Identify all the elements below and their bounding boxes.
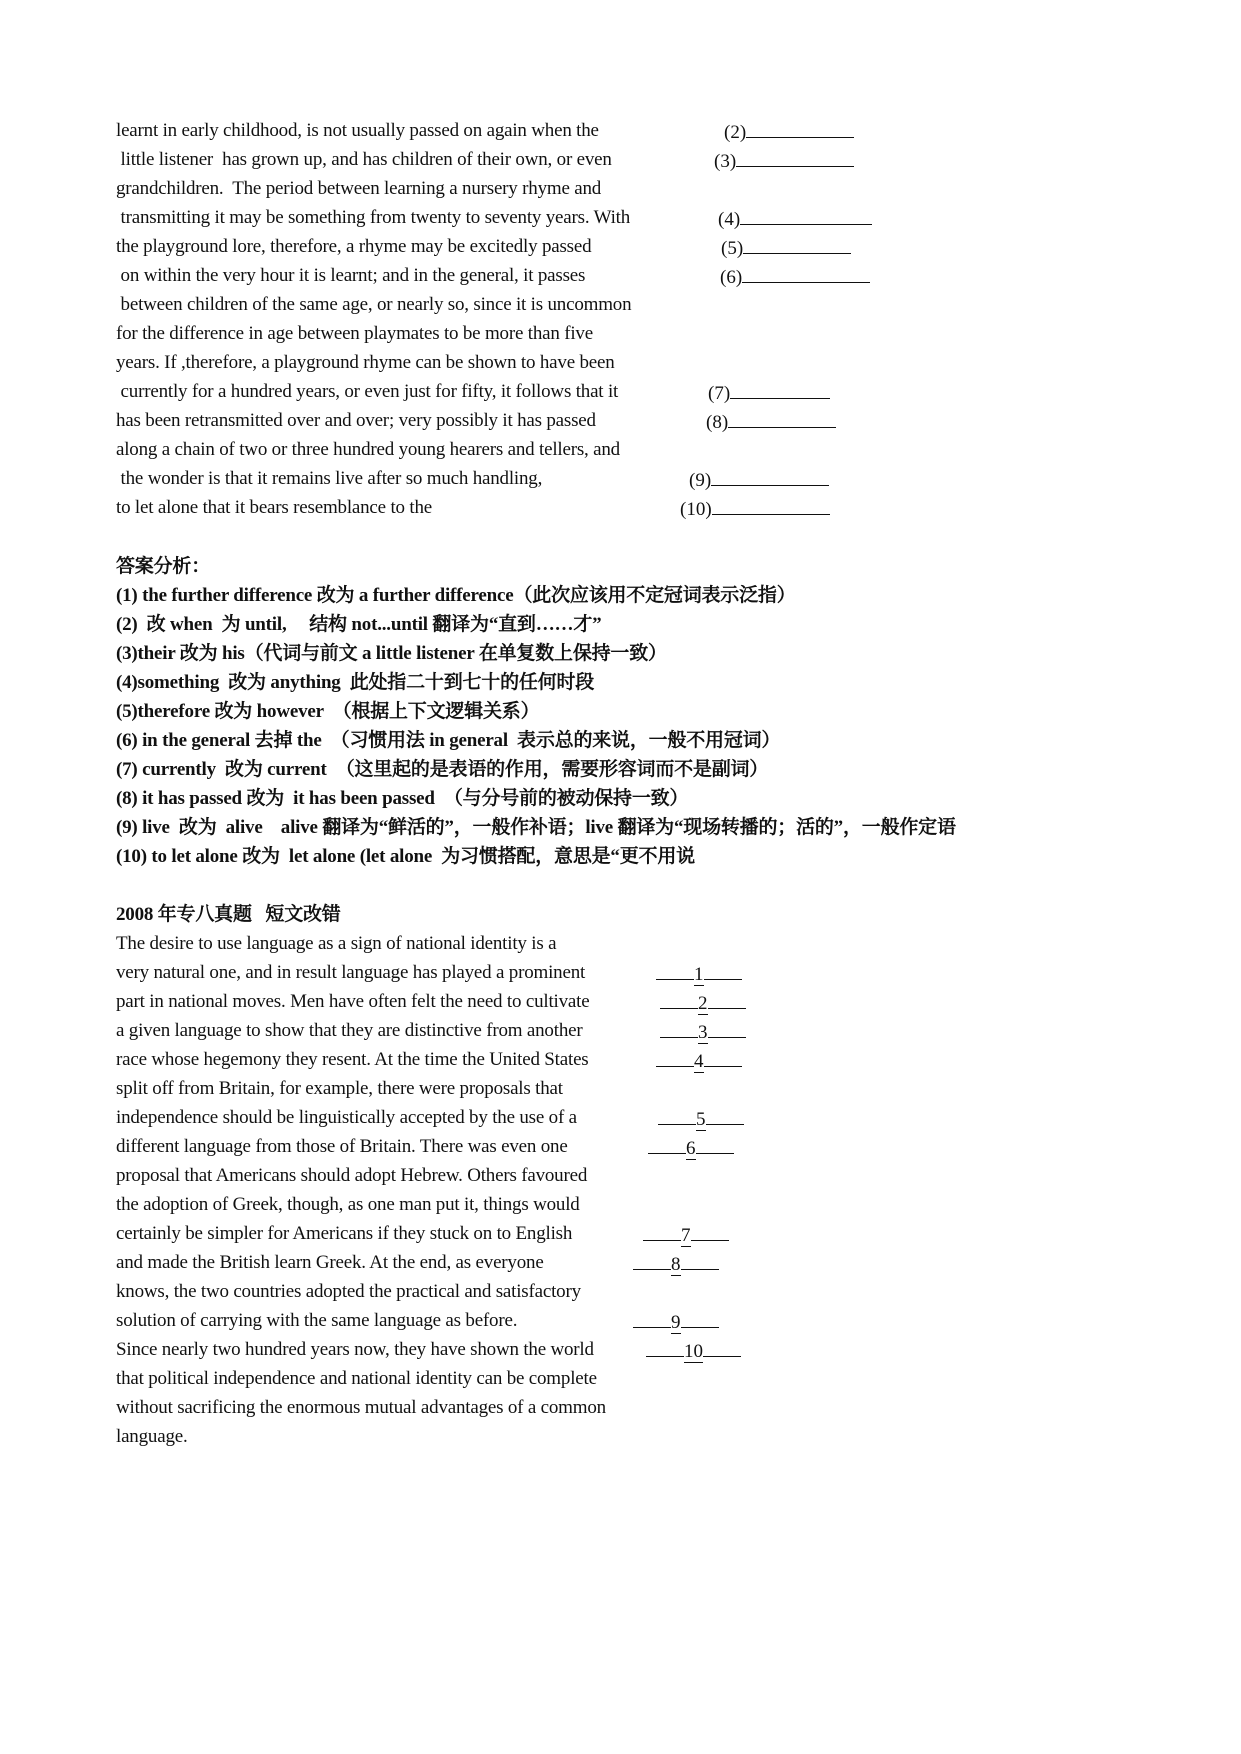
passage2-line: language. <box>116 1426 188 1447</box>
answer-blank <box>656 962 742 986</box>
blank-line[interactable] <box>646 1339 684 1357</box>
answer-item: (5)therefore 改为 however （根据上下文逻辑关系） <box>116 701 540 722</box>
blank-number: 4 <box>694 1051 704 1072</box>
blank-line[interactable] <box>706 1107 744 1125</box>
passage2-line: that political independence and national identity can be complete <box>116 1368 597 1389</box>
blank-number: (9) <box>689 470 712 491</box>
blank-line[interactable] <box>658 1107 696 1125</box>
answer-blank <box>658 1107 744 1131</box>
passage1-line: learnt in early childhood, is not usually passed on again when the <box>116 120 599 141</box>
answer-blank <box>648 1136 734 1160</box>
answer-item: (6) in the general 去掉 the （习惯用法 in general 表示总的来说，一般不用冠词） <box>116 730 781 751</box>
passage1-line: has been retransmitted over and over; very possibly it has passed <box>116 410 596 431</box>
blank-number: 1 <box>694 964 704 985</box>
blank-line[interactable] <box>660 991 698 1009</box>
answer-blank <box>656 1049 742 1073</box>
answer-blank <box>660 1020 746 1044</box>
blank-number: 7 <box>681 1225 691 1246</box>
answer-item: (8) it has passed 改为 it has been passed （与分号前的被动保持一致） <box>116 788 689 809</box>
passage2-line: a given language to show that they are distinctive from another <box>116 1020 583 1041</box>
blank-line[interactable] <box>730 381 830 399</box>
answer-item: (2) 改 when 为 until, 结构 not...until 翻译为“直到……才” <box>116 614 602 635</box>
passage1-line: transmitting it may be something from twenty to seventy years. With <box>116 207 631 228</box>
answer-blank <box>714 149 854 173</box>
passage2-line: certainly be simpler for Americans if they stuck on to English <box>116 1223 573 1244</box>
blank-line[interactable] <box>691 1223 729 1241</box>
blank-line[interactable] <box>656 962 694 980</box>
passage1-line: along a chain of two or three hundred young hearers and tellers, and <box>116 439 620 460</box>
answer-item: (10) to let alone 改为 let alone (let alone 为习惯搭配，意思是“更不用说 <box>116 846 695 867</box>
blank-line[interactable] <box>656 1049 694 1067</box>
passage2-line: the adoption of Greek, though, as one man put it, things would <box>116 1194 580 1215</box>
answer-blank <box>633 1252 719 1276</box>
blank-line[interactable] <box>643 1223 681 1241</box>
blank-line[interactable] <box>711 468 829 486</box>
answer-blank <box>660 991 746 1015</box>
passage1-line: to let alone that it bears resemblance to the <box>116 497 432 518</box>
blank-line[interactable] <box>633 1310 671 1328</box>
passage1-line: the playground lore, therefore, a rhyme may be excitedly passed <box>116 236 592 257</box>
passage2-line: very natural one, and in result language has played a prominent <box>116 962 586 983</box>
passage2-line: independence should be linguistically accepted by the use of a <box>116 1107 577 1128</box>
passage2-line: knows, the two countries adopted the practical and satisfactory <box>116 1281 581 1302</box>
blank-line[interactable] <box>740 207 872 225</box>
blank-line[interactable] <box>681 1310 719 1328</box>
blank-line[interactable] <box>633 1252 671 1270</box>
blank-number: (6) <box>720 267 743 288</box>
answer-item: (1) the further difference 改为 a further difference（此次应该用不定冠词表示泛指） <box>116 585 796 606</box>
passage2-line: part in national moves. Men have often felt the need to cultivate <box>116 991 590 1012</box>
answer-blank <box>724 120 854 144</box>
blank-number: (10) <box>680 499 712 520</box>
answer-blank <box>633 1310 719 1334</box>
answer-blank <box>646 1339 741 1363</box>
passage2-line: race whose hegemony they resent. At the time the United States <box>116 1049 589 1070</box>
blank-number: 2 <box>698 993 708 1014</box>
passage2-line: without sacrificing the enormous mutual advantages of a common <box>116 1397 606 1418</box>
passage2-line: split off from Britain, for example, there were proposals that <box>116 1078 563 1099</box>
passage1-line: little listener has grown up, and has children of their own, or even <box>116 149 612 170</box>
blank-number: 8 <box>671 1254 681 1275</box>
passage1-line: the wonder is that it remains live after so much handling, <box>116 468 543 489</box>
passage1-line: currently for a hundred years, or even just for fifty, it follows that it <box>116 381 619 402</box>
blank-number: 3 <box>698 1022 708 1043</box>
blank-number: (3) <box>714 151 737 172</box>
answer-item: (4)something 改为 anything 此处指二十到七十的任何时段 <box>116 672 595 693</box>
answer-blank <box>689 468 829 492</box>
blank-line[interactable] <box>660 1020 698 1038</box>
answer-blank <box>643 1223 729 1247</box>
blank-line[interactable] <box>743 236 851 254</box>
blank-line[interactable] <box>746 120 854 138</box>
passage2-line: different language from those of Britain. There was even one <box>116 1136 568 1157</box>
blank-number: (8) <box>706 412 729 433</box>
answer-blank <box>708 381 830 405</box>
blank-number: (5) <box>721 238 744 259</box>
answer-blank <box>718 207 872 231</box>
answer-blank <box>721 236 851 260</box>
blank-line[interactable] <box>742 265 870 283</box>
blank-line[interactable] <box>703 1339 741 1357</box>
passage1-line: grandchildren. The period between learning a nursery rhyme and <box>116 178 602 199</box>
blank-line[interactable] <box>708 991 746 1009</box>
answers-heading: 答案分析： <box>116 556 211 577</box>
blank-line[interactable] <box>708 1020 746 1038</box>
blank-line[interactable] <box>681 1252 719 1270</box>
blank-number: 10 <box>684 1341 703 1362</box>
blank-number: 6 <box>686 1138 696 1159</box>
blank-number: (7) <box>708 383 731 404</box>
passage2-line: solution of carrying with the same language as before. <box>116 1310 518 1331</box>
passage1-line: for the difference in age between playmates to be more than five <box>116 323 593 344</box>
passage1-line: between children of the same age, or nearly so, since it is uncommon <box>116 294 632 315</box>
blank-line[interactable] <box>704 962 742 980</box>
answer-item: (9) live 改为 alive alive 翻译为“鲜活的”，一般作补语；live 翻译为“现场转播的；活的”，一般作定语 <box>116 817 956 838</box>
blank-line[interactable] <box>696 1136 734 1154</box>
blank-line[interactable] <box>648 1136 686 1154</box>
passage2-line: The desire to use language as a sign of national identity is a <box>116 933 557 954</box>
blank-line[interactable] <box>704 1049 742 1067</box>
blank-number: 9 <box>671 1312 681 1333</box>
blank-number: (2) <box>724 122 747 143</box>
passage1-line: on within the very hour it is learnt; and in the general, it passes <box>116 265 586 286</box>
passage2-line: proposal that Americans should adopt Hebrew. Others favoured <box>116 1165 588 1186</box>
blank-line[interactable] <box>728 410 836 428</box>
answer-blank <box>706 410 836 434</box>
passage2-line: Since nearly two hundred years now, they have shown the world <box>116 1339 594 1360</box>
answer-item: (7) currently 改为 current （这里起的是表语的作用，需要形容词而不是副词） <box>116 759 769 780</box>
answer-blank <box>720 265 870 289</box>
answer-item: (3)their 改为 his（代词与前文 a little listener 在单复数上保持一致） <box>116 643 667 664</box>
blank-number: (4) <box>718 209 741 230</box>
passage2-line: and made the British learn Greek. At the end, as everyone <box>116 1252 544 1273</box>
answer-blank <box>680 497 830 521</box>
blank-line[interactable] <box>712 497 830 515</box>
passage1-line: years. If ,therefore, a playground rhyme can be shown to have been <box>116 352 615 373</box>
blank-line[interactable] <box>736 149 854 167</box>
section2-heading: 2008 年专八真题 短文改错 <box>116 904 341 925</box>
blank-number: 5 <box>696 1109 706 1130</box>
